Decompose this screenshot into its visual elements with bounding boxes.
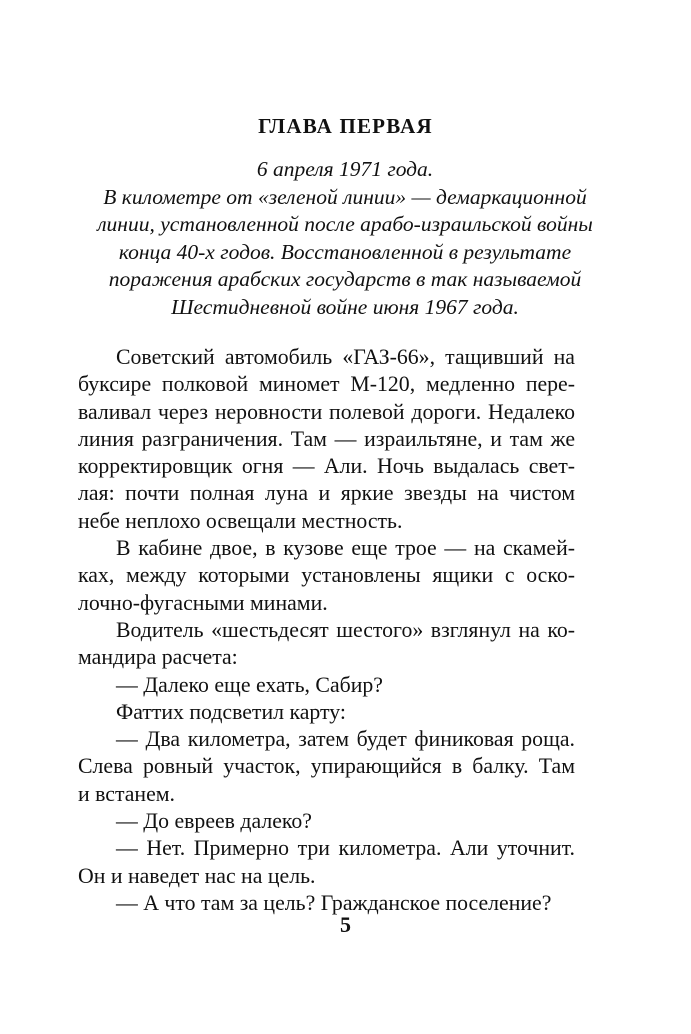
text-line: корректировщик огня — Али. Ночь выдалась свет- bbox=[78, 454, 575, 479]
paragraph bbox=[78, 672, 575, 699]
paragraph bbox=[78, 835, 575, 890]
paragraph bbox=[78, 344, 575, 535]
text-line: лочно-фугасными минами. bbox=[78, 590, 328, 615]
paragraph bbox=[78, 699, 575, 726]
paragraph bbox=[78, 535, 575, 617]
text-line: Фаттих подсветил карту: bbox=[116, 699, 346, 724]
text-line: Он и наведет нас на цель. bbox=[78, 863, 316, 888]
text-line: линия разграничения. Там — израильтяне, и там же bbox=[78, 426, 575, 451]
text-line: и встанем. bbox=[78, 781, 176, 806]
epigraph-line: В километре от «зеленой линии» — демаркационной bbox=[103, 184, 587, 209]
text-line: Водитель «шестьдесят шестого» взглянул на ко- bbox=[116, 617, 575, 642]
text-line: — До евреев далеко? bbox=[116, 809, 312, 834]
text-line: — Нет. Примерно три километра. Али уточнит. bbox=[116, 836, 575, 861]
text-line: буксире полковой миномет М-120, медленно пере- bbox=[78, 372, 575, 397]
body-text bbox=[78, 344, 575, 917]
epigraph-line: линии, установленной после арабо-израильской войны bbox=[97, 212, 593, 236]
text-line: небе неплохо освещали местность. bbox=[78, 508, 403, 533]
paragraph bbox=[78, 617, 575, 672]
text-line: Слева ровный участок, упирающийся в балку. Там bbox=[78, 754, 575, 779]
text-line: Советский автомобиль «ГАЗ-66», тащивший на bbox=[116, 345, 575, 369]
text-line: — Далеко еще ехать, Сабир? bbox=[116, 672, 383, 697]
text-line: ках, между которыми установлены ящики с оско- bbox=[78, 563, 575, 588]
text-line: — А что там за цель? Гражданское поселение? bbox=[116, 890, 552, 915]
text-line: валивал через неровности полевой дороги. Недалеко bbox=[78, 399, 575, 424]
page-number: 5 bbox=[340, 912, 351, 937]
text-line: мандира расчета: bbox=[78, 645, 238, 670]
text-line: — Два километра, затем будет финиковая роща. bbox=[116, 727, 575, 752]
paragraph bbox=[78, 808, 575, 835]
epigraph-line: Шестидневной войне июня 1967 года. bbox=[171, 294, 519, 319]
text-line: лая: почти полная луна и яркие звезды на чистом bbox=[78, 481, 575, 506]
text-line: В кабине двое, в кузове еще трое — на скамей- bbox=[116, 536, 575, 561]
epigraph bbox=[70, 156, 620, 321]
epigraph-line: 6 апреля 1971 года. bbox=[256, 157, 434, 181]
epigraph-line: конца 40-х годов. Восстановленной в результате bbox=[118, 239, 572, 264]
epigraph-line: поражения арабских государств в так называемой bbox=[108, 267, 582, 291]
chapter-title: ГЛАВА ПЕРВАЯ bbox=[258, 114, 433, 138]
paragraph bbox=[78, 726, 575, 808]
